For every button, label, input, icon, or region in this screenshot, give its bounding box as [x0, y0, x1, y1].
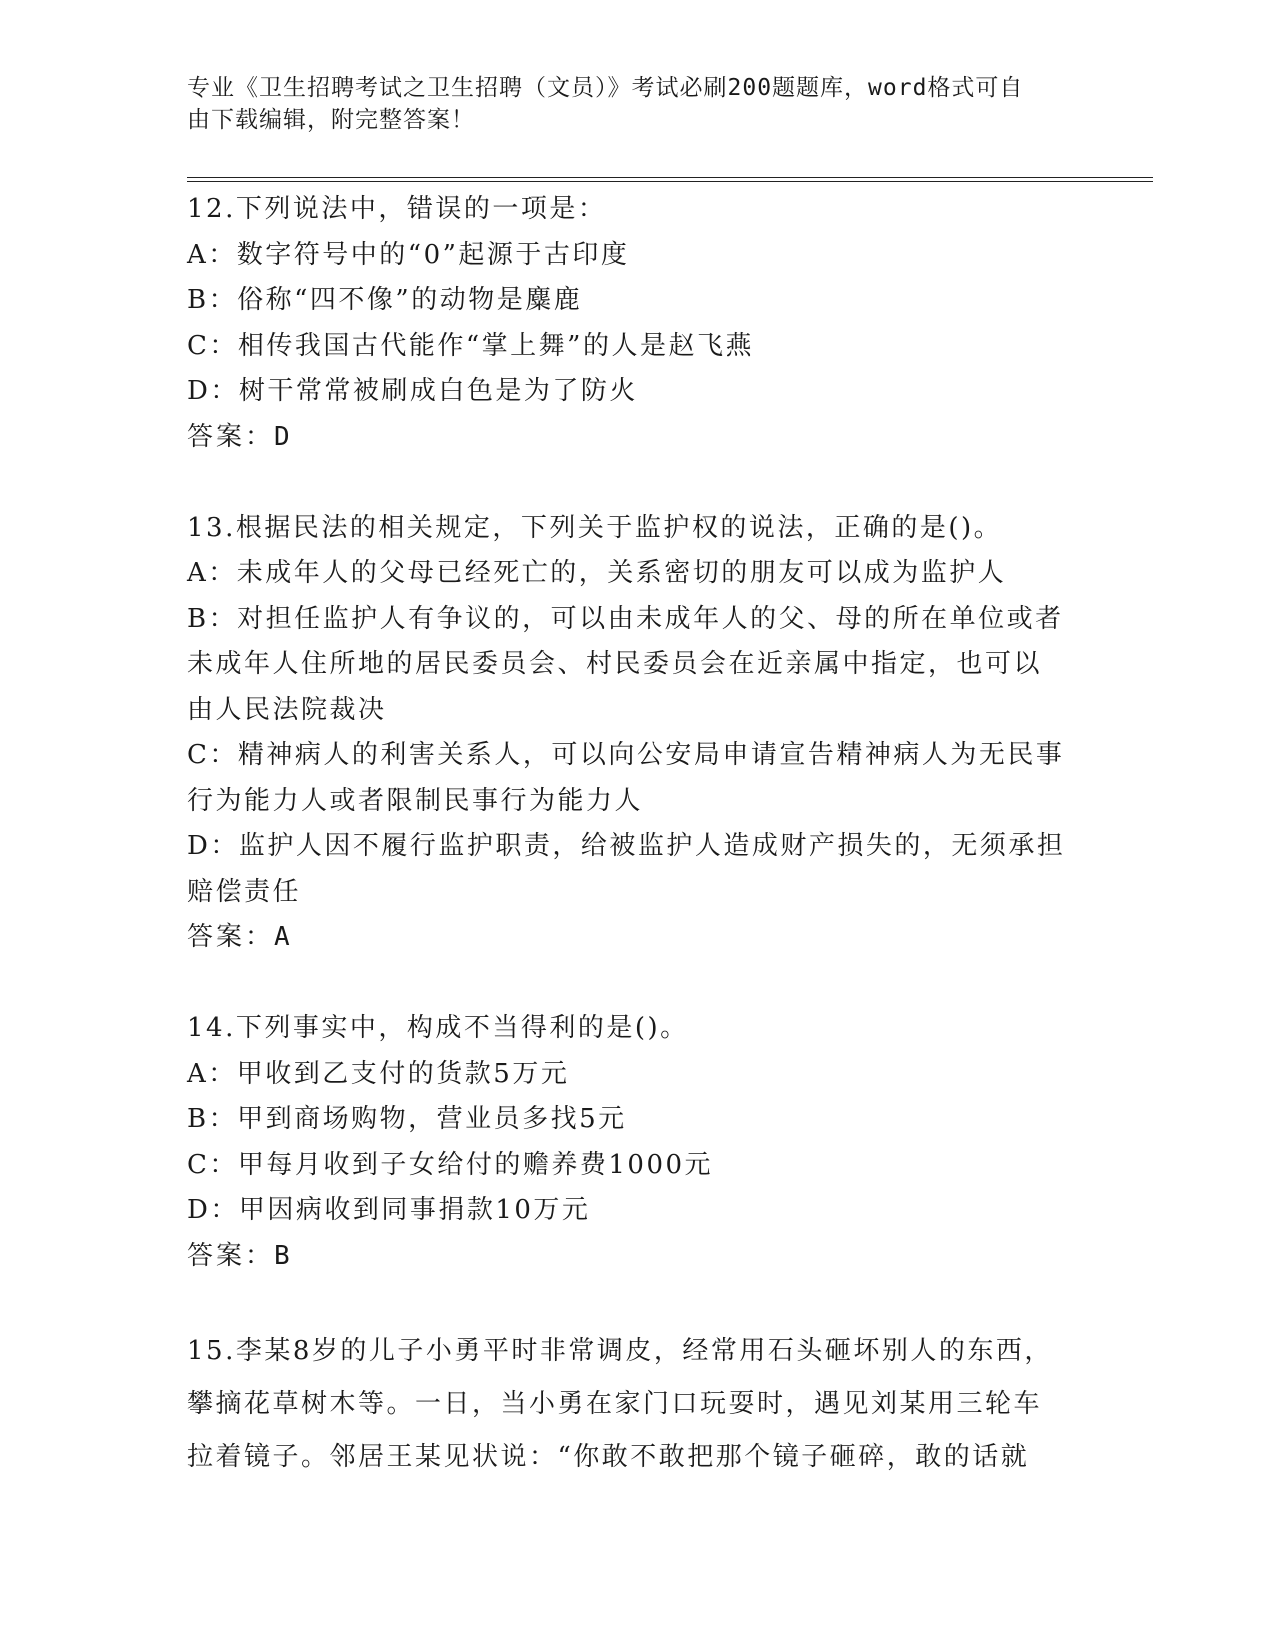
question-stem-continued: 拉着镜子。邻居王某见状说：“你敢不敢把那个镜子砸碎，敢的话就 — [187, 1441, 1030, 1472]
option-b-continued: 未成年人住所地的居民委员会、村民委员会在近亲属中指定，也可以 — [187, 649, 1043, 679]
header-line-2: 由下载编辑，附完整答案！ — [187, 107, 475, 133]
option-d: D：甲因病收到同事捐款10万元 — [187, 1195, 591, 1225]
option-a: A：甲收到乙支付的货款5万元 — [187, 1058, 570, 1089]
spacer — [187, 460, 1087, 506]
option-b-continued: 由人民法院裁决 — [187, 694, 387, 725]
option-c: C：甲每月收到子女给付的赡养费1000元 — [187, 1149, 714, 1180]
option-c-continued: 行为能力人或者限制民事行为能力人 — [187, 785, 644, 816]
question-block-15 — [187, 1325, 1087, 1484]
option-d: D：树干常常被刷成白色是为了防火 — [187, 376, 638, 406]
option-a: A：数字符号中的“0”起源于古印度 — [187, 239, 630, 270]
option-c: C：精神病人的利害关系人，可以向公安局申请宣告精神病人为无民事 — [187, 740, 1065, 770]
header-divider-bottom — [187, 181, 1153, 182]
option-c: C：相传我国古代能作“掌上舞”的人是赵飞燕 — [187, 330, 754, 361]
question-stem: 12.下列说法中，错误的一项是： — [187, 194, 607, 224]
header-divider-top — [187, 177, 1153, 178]
answer-label: 答案：B — [187, 1240, 293, 1271]
answer-label: 答案：A — [187, 922, 293, 952]
question-block-12 — [187, 187, 1087, 460]
option-b: B：对担任监护人有争议的，可以由未成年人的父、母的所在单位或者 — [187, 603, 1064, 634]
question-stem: 13.根据民法的相关规定，下列关于监护权的说法，正确的是()。 — [187, 512, 1003, 543]
option-d-continued: 赔偿责任 — [187, 876, 302, 907]
option-b: B：甲到商场购物，营业员多找5元 — [187, 1104, 627, 1134]
spacer — [187, 961, 1087, 1007]
answer-label: 答案：D — [187, 421, 293, 452]
question-list — [187, 187, 1087, 1484]
question-block-13 — [187, 506, 1087, 961]
question-stem: 14.下列事实中，构成不当得利的是()。 — [187, 1013, 689, 1043]
option-b: B：俗称“四不像”的动物是麋鹿 — [187, 285, 583, 315]
question-stem: 15.李某8岁的儿子小勇平时非常调皮，经常用石头砸坏别人的东西， — [187, 1335, 1053, 1366]
option-d: D：监护人因不履行监护职责，给被监护人造成财产损失的，无须承担 — [187, 831, 1066, 861]
question-block-14 — [187, 1006, 1087, 1279]
option-a: A：未成年人的父母已经死亡的，关系密切的朋友可以成为监护人 — [187, 558, 1007, 588]
question-stem-continued: 攀摘花草树木等。一日，当小勇在家门口玩耍时，遇见刘某用三轮车 — [187, 1388, 1043, 1419]
header-line-1: 专业《卫生招聘考试之卫生招聘（文员）》考试必刷200题题库，word格式可自 — [187, 75, 1024, 101]
spacer — [187, 1279, 1087, 1325]
document-header — [187, 72, 1067, 136]
